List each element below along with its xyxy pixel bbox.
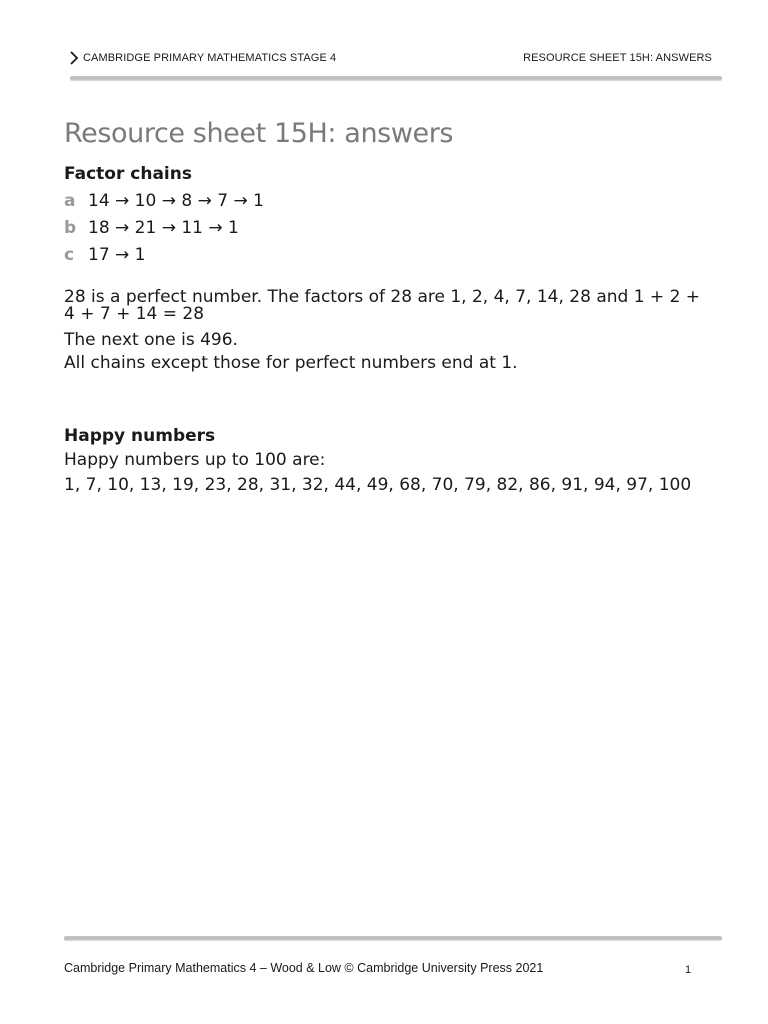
chevron-right-icon: [68, 49, 80, 67]
footer-divider: [64, 936, 722, 941]
item-letter: c: [64, 245, 75, 265]
footer-credit: Cambridge Primary Mathematics 4 – Wood & Low © Cambridge University Press 2021: [64, 961, 544, 975]
chains-conclusion-text: All chains except those for perfect numbers end at 1.: [64, 353, 518, 373]
happy-numbers-intro: Happy numbers up to 100 are:: [64, 450, 326, 470]
item-letter: a: [64, 191, 76, 211]
item-text: 17 → 1: [88, 245, 146, 265]
item-text: 18 → 21 → 11 → 1: [88, 218, 239, 238]
item-letter: b: [64, 218, 77, 238]
next-perfect-number-text: The next one is 496.: [64, 330, 238, 350]
header-divider: [70, 76, 722, 81]
page-title: Resource sheet 15H: answers: [64, 118, 454, 149]
header-sheet-title: RESOURCE SHEET 15H: ANSWERS: [523, 52, 712, 64]
item-text: 14 → 10 → 8 → 7 → 1: [88, 191, 264, 211]
page-number: 1: [685, 964, 692, 976]
page-header: [68, 50, 712, 68]
factor-chains-heading: Factor chains: [64, 164, 192, 184]
perfect-number-paragraph: 28 is a perfect number. The factors of 28 are 1, 2, 4, 7, 14, 28 and 1 + 2 + 4 + 7 + 14 = 28: [64, 287, 701, 324]
header-book-title: CAMBRIDGE PRIMARY MATHEMATICS STAGE 4: [83, 52, 337, 64]
list-item: [64, 218, 239, 238]
happy-numbers-heading: Happy numbers: [64, 426, 216, 446]
list-item: [64, 245, 146, 265]
happy-numbers-list: 1, 7, 10, 13, 19, 23, 28, 31, 32, 44, 49, 68, 70, 79, 82, 86, 91, 94, 97, 100: [64, 475, 692, 495]
list-item: [64, 191, 264, 211]
